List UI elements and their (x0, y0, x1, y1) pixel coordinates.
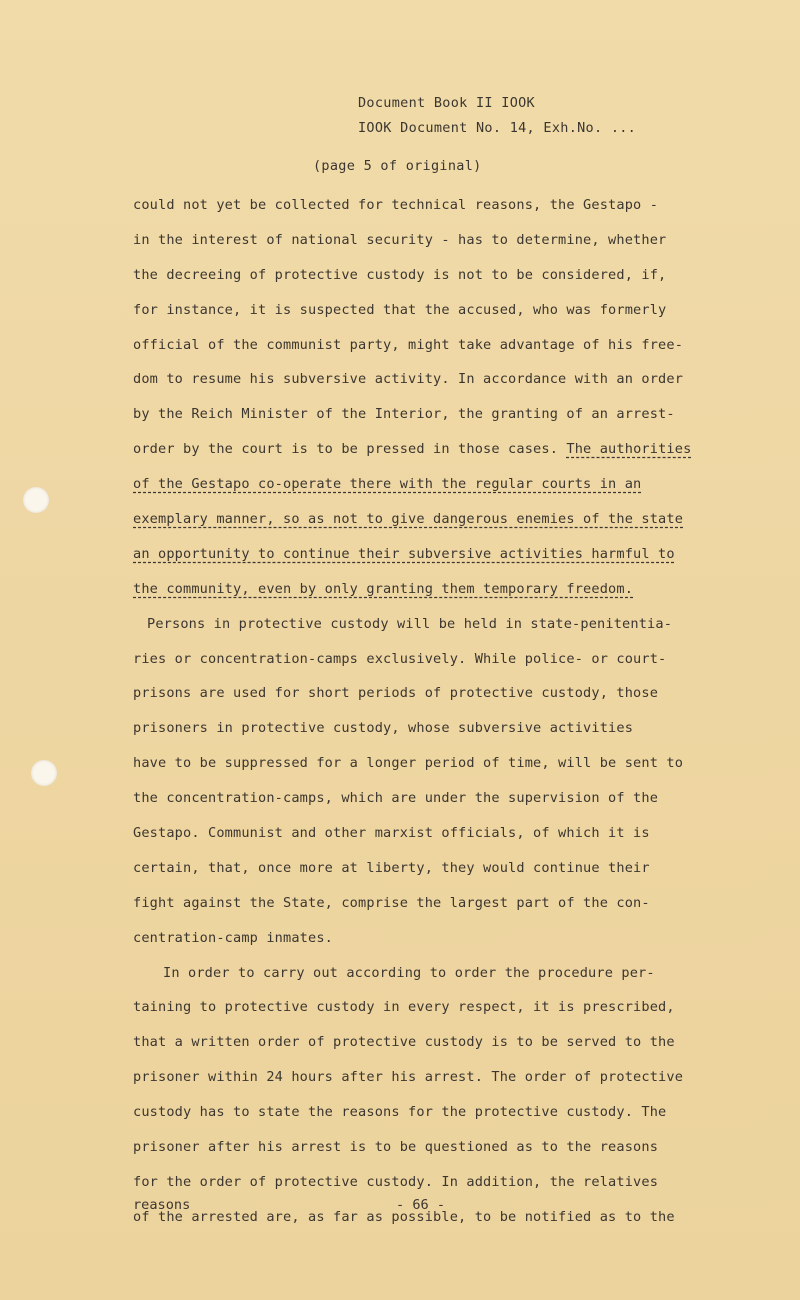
body-line: have to be suppressed for a longer period of time, will be sent to (133, 755, 684, 772)
body-line: centration-camp inmates. (133, 929, 334, 946)
body-line: prisoners in protective custody, whose subversive activities (133, 720, 634, 737)
body-line: of the arrested are, as far as possible, to be notified as to the (133, 1208, 675, 1225)
body-line: official of the communist party, might take advantage of his free- (133, 336, 684, 353)
paragraph-start-line: Persons in protective custody will be held in state-penitentia- (147, 615, 673, 632)
body-line: dom to resume his subversive activity. In accordance with an order (133, 371, 684, 388)
body-line: for the order of protective custody. In addition, the relatives (133, 1173, 659, 1190)
body-line: could not yet be collected for technical reasons, the Gestapo - (133, 197, 659, 213)
body-line: by the Reich Minister of the Interior, the granting of an arrest- (133, 406, 675, 423)
underlined-line: an opportunity to continue their subversive activities harmful to (133, 545, 675, 562)
document-book-heading: Document Book II IOOK (358, 95, 535, 111)
punch-hole-bottom (31, 760, 57, 786)
body-line: prisoner within 24 hours after his arrest. The order of protective (133, 1069, 684, 1086)
document-body (133, 188, 773, 1235)
body-line: custody has to state the reasons for the protective custody. The (133, 1104, 667, 1121)
document-number-heading: IOOK Document No. 14, Exh.No. ... (358, 120, 637, 136)
body-line: the concentration-camps, which are under the supervision of the (133, 790, 659, 807)
paragraph-start-line: In order to carry out according to order the procedure per- (163, 964, 655, 981)
punch-hole-top (23, 487, 49, 513)
original-page-reference: (page 5 of original) (313, 158, 482, 174)
body-line-mixed (133, 432, 773, 467)
body-line: certain, that, once more at liberty, they would continue their (133, 859, 650, 876)
body-line: prisoner after his arrest is to be questioned as to the reasons (133, 1139, 659, 1156)
body-line: that a written order of protective custody is to be served to the (133, 1034, 675, 1051)
body-line: the decreeing of protective custody is not to be considered, if, (133, 266, 667, 283)
body-line-plain-part: order by the court is to be pressed in those cases. (133, 441, 559, 458)
body-line: ries or concentration-camps exclusively. While police- or court- (133, 650, 667, 667)
body-line: prisons are used for short periods of protective custody, those (133, 685, 659, 702)
underlined-passage-start: The authorities (566, 441, 692, 458)
body-line: Gestapo. Communist and other marxist officials, of which it is (133, 825, 650, 842)
body-line: fight against the State, comprise the largest part of the con- (133, 894, 650, 911)
last-body-word: reasons (133, 1197, 191, 1213)
underlined-line: the community, even by only granting them temporary freedom. (133, 580, 634, 597)
body-line: in the interest of national security - has to determine, whether (133, 231, 667, 248)
body-line: for instance, it is suspected that the accused, who was formerly (133, 301, 667, 318)
underlined-line: exemplary manner, so as not to give dangerous enemies of the state (133, 511, 684, 528)
body-line: taining to protective custody in every respect, it is prescribed, (133, 999, 675, 1016)
underlined-line: of the Gestapo co-operate there with the regular courts in an (133, 476, 642, 493)
page-number: - 66 - (396, 1197, 446, 1213)
